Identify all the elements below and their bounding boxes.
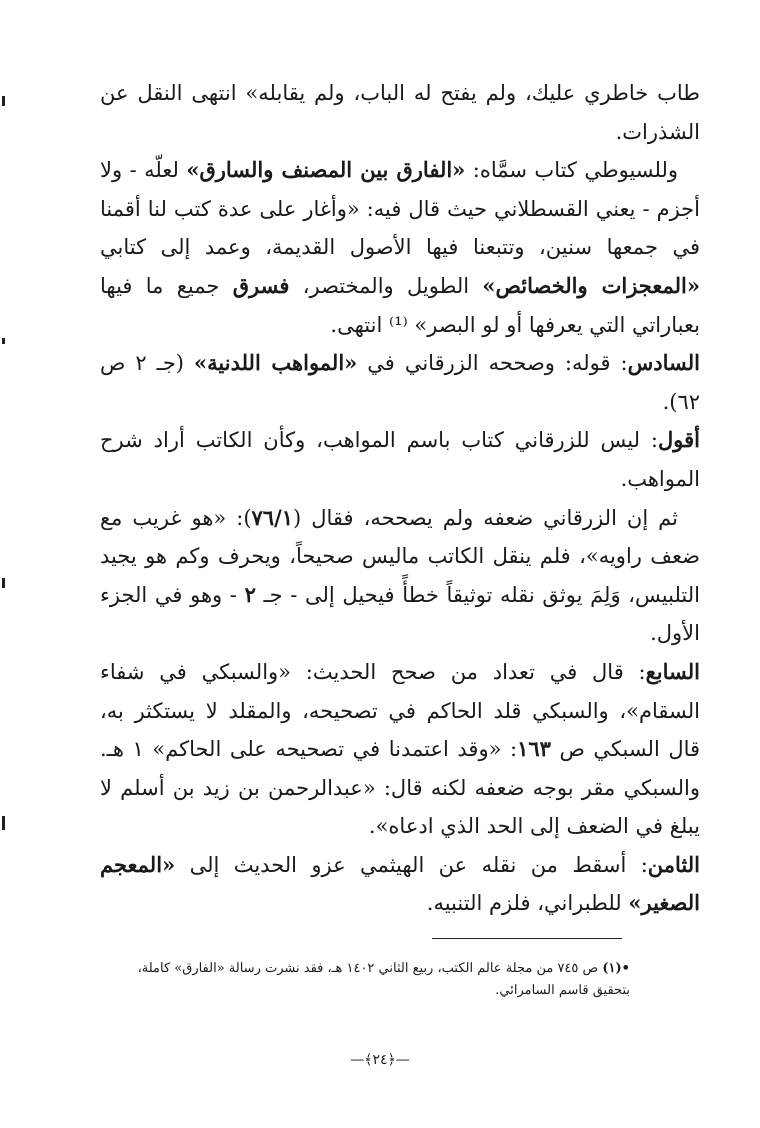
section-label: السادس — [627, 350, 700, 376]
book-title: «المواهب اللدنية» — [194, 350, 358, 376]
text-run: جميع ما فيها بعباراتي التي يعرفها أو لو البصر» ⁽¹⁾ انتهى. — [100, 273, 700, 337]
paragraph — [100, 151, 700, 344]
margin-mark — [2, 338, 5, 344]
text-run: لعلّه - ولا أجزم - يعني القسطلاني حيث قال فيه: «وأغار على عدة كتب لنا أقمنا في جمعها سنين، وتتبعنا فيها الأصول القديمة، وعمد إلى كتابي — [100, 158, 700, 260]
text-run: : أسقط من نقله عن الهيثمي عزو الحديث إلى — [175, 852, 648, 877]
footnote-separator — [432, 938, 622, 939]
paragraph — [100, 421, 700, 498]
book-title: «الفارق بين المصنف والسارق» — [186, 157, 466, 183]
section-label: الثامن — [647, 851, 700, 877]
main-text — [100, 74, 700, 923]
paragraph — [100, 499, 700, 653]
citation-number: ٧٦/١ — [251, 504, 294, 530]
text-run: الطويل والمختصر، — [289, 273, 483, 298]
emphasis: فسرق — [232, 272, 290, 298]
page-number: —﴿٢٤﴾— — [350, 1052, 410, 1068]
paragraph — [100, 344, 700, 421]
section-label: السابع — [645, 658, 700, 684]
text-run: للطبراني، فلزم التنبيه. — [426, 891, 629, 916]
text-run: وللسيوطي كتاب سمَّاه: — [465, 158, 679, 183]
footnote-marker: •(١) — [602, 961, 630, 976]
text-run: : قوله: وصححه الزرقاني في — [357, 351, 628, 376]
book-title: «المعجم الصغير» — [100, 851, 700, 916]
margin-mark — [2, 96, 5, 106]
margin-mark — [2, 578, 5, 588]
paragraph — [100, 653, 700, 846]
paragraph — [100, 846, 700, 923]
paragraph — [100, 74, 700, 151]
text-run: : قال في تعداد من صحح الحديث: «والسبكي في شفاء السقام»، والسبكي قلد الحاكم في تصحيحه، والمقلد لا يستكثر به، قال السبكي ص — [100, 659, 701, 762]
text-run: طاب خاطري عليك، ولم يفتح له الباب، ولم يقابله» انتهى النقل عن الشذرات. — [100, 81, 700, 144]
text-run: (جـ ٢ ص ٦٢). — [100, 351, 700, 414]
text-run: : ليس للزرقاني كتاب باسم المواهب، وكأن الكاتب أراد شرح المواهب. — [100, 428, 700, 491]
margin-mark — [2, 816, 5, 830]
footnote — [100, 958, 630, 1002]
citation-number: ١٦٣ — [517, 736, 551, 762]
section-label: أقول — [658, 427, 700, 453]
text-run: : «وقد اعتمدنا في تصحيحه على الحاكم» ١ هـ. والسبكي مقر بوجه ضعفه لكنه قال: «عبدالرحمن بن زيد بن أسلم لا يبلغ في الضعف إلى الحد الذي ادعاه». — [100, 737, 700, 839]
footnote-text: ص ٧٤٥ من مجلة عالم الكتب، ربيع الثاني ١٤٠٢ هـ، فقد نشرت رسالة «الفارق» كاملة، بتحقيق قاسم السامرائي. — [137, 961, 630, 998]
text-run: ثم إن الزرقاني ضعفه ولم يصححه، فقال ( — [293, 505, 679, 530]
text-run: ): «هو غريب مع ضعف راويه»، فلم ينقل الكاتب ماليس صحيحاً، ويحرف وكم هو يجيد التلبيس، وَلِمَ يوثق نقله توثيقاً خطأً فيحيل إلى - جـ — [100, 505, 700, 607]
text-run: - وهو في الجزء الأول. — [100, 582, 700, 646]
citation-number: ٢ — [244, 581, 256, 607]
book-title: «المعجزات والخصائص» — [482, 272, 700, 298]
